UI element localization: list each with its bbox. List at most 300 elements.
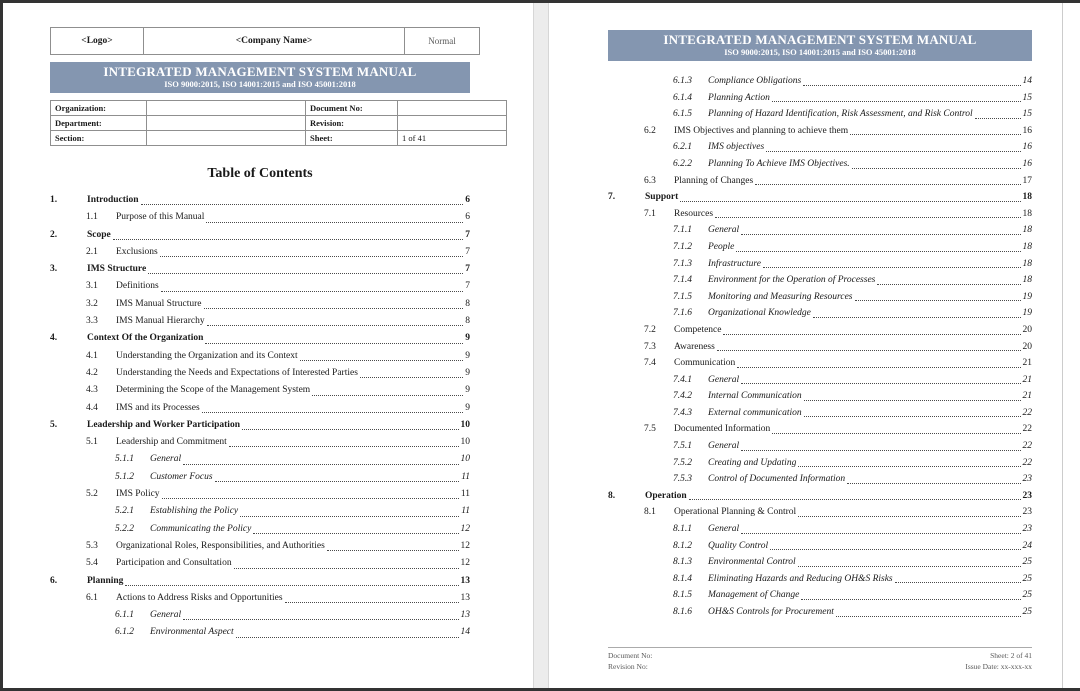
toc-entry (50, 469, 470, 486)
toc-dot-leader (798, 566, 1021, 567)
toc-entry (608, 305, 1032, 322)
toc-entry-title: IMS Structure (87, 264, 147, 275)
toc-entry (608, 272, 1032, 289)
toc-dot-leader (240, 516, 459, 517)
toc-entry-page-number: 23 (1022, 507, 1032, 518)
manual-title: INTEGRATED MANAGEMENT SYSTEM MANUAL (103, 64, 417, 79)
toc-dot-leader (895, 582, 1021, 583)
toc-dot-leader (162, 498, 459, 499)
organization-label: Organization: (51, 101, 147, 116)
toc-entry (608, 355, 1032, 372)
department-value (147, 116, 306, 131)
toc-entry-number: 7. (608, 192, 616, 203)
toc-entry-title: General (708, 524, 740, 535)
toc-dot-leader (113, 239, 464, 240)
toc-entry-title: General (708, 225, 740, 236)
toc-entry-page-number: 14 (1022, 76, 1032, 86)
toc-entry-title: Planning of Changes (674, 175, 754, 186)
toc-entry-page-number: 16 (1022, 142, 1032, 153)
toc-entry (608, 156, 1032, 173)
toc-dot-leader (202, 412, 464, 413)
toc-entry-page-number: 13 (460, 575, 470, 586)
toc-entry-number: 5.1 (86, 437, 98, 448)
toc-dot-leader (206, 222, 463, 223)
manual-subtitle: ISO 9000:2015, ISO 14001:2015 and ISO 45001:2018 (164, 79, 356, 89)
toc-entry (608, 322, 1032, 339)
toc-entry-page-number: 23 (1022, 474, 1032, 485)
toc-entry-number: 8.1.1 (673, 524, 692, 535)
toc-entry (608, 222, 1032, 239)
toc-dot-leader (204, 308, 464, 309)
toc-entry-page-number: 12 (460, 523, 470, 534)
section-value (147, 131, 306, 146)
toc-entry-title: People (708, 241, 735, 252)
toc-entry-title: IMS objectives (708, 142, 765, 153)
toc-entry-number: 5.1.2 (115, 471, 134, 482)
toc-dot-leader (717, 350, 1021, 351)
document-no-value (398, 101, 507, 116)
toc-entry-title: Purpose of this Manual (116, 212, 205, 223)
toc-entry-page-number: 7 (465, 246, 470, 257)
toc-entry-page-number: 13 (460, 610, 470, 621)
toc-entry-title: Environmental Aspect (150, 627, 234, 638)
toc-entry (608, 139, 1032, 156)
toc-entry-page-number: 22 (1022, 441, 1032, 452)
toc-entry-number: 5. (50, 419, 58, 430)
toc-entry-number: 8.1.6 (673, 607, 692, 617)
toc-entry-title: Understanding the Organization and its Context (116, 350, 298, 361)
toc-dot-leader (242, 429, 459, 430)
toc-dot-leader (813, 317, 1021, 318)
manual-title-banner (50, 62, 470, 93)
toc-entry-title: Definitions (116, 281, 159, 292)
toc-entry-title: Organizational Knowledge (708, 308, 811, 319)
toc-entry-title: Monitoring and Measuring Resources (708, 291, 853, 302)
toc-dot-leader (852, 168, 1021, 169)
page-2-footer (608, 647, 1032, 672)
toc-entry-number: 7.1 (644, 208, 656, 219)
toc-entry-page-number: 18 (1022, 241, 1032, 252)
toc-entry (50, 278, 470, 295)
toc-entry-number: 7.1.6 (673, 308, 692, 319)
toc-entry (50, 244, 470, 261)
toc-entry (608, 587, 1032, 604)
toc-dot-leader (205, 343, 463, 344)
toc-entry (608, 256, 1032, 273)
toc-dot-leader (772, 433, 1020, 434)
toc-entry-number: 6.2 (644, 125, 656, 136)
toc-dot-leader (160, 256, 464, 257)
toc-entry-title: General (150, 610, 182, 621)
toc-dot-leader (737, 367, 1020, 368)
toc-entry-number: 7.1.3 (673, 258, 692, 269)
toc-entry-page-number: 16 (1022, 158, 1032, 169)
toc-entry (50, 434, 470, 451)
footer-document-no: Document No: (608, 651, 653, 660)
toc-entry-number: 1.1 (86, 212, 98, 223)
toc-dot-leader (804, 416, 1021, 417)
toc-dot-leader (855, 300, 1021, 301)
toc-entry (608, 455, 1032, 472)
toc-entry-number: 6.2.2 (673, 158, 692, 169)
toc-entry (50, 400, 470, 417)
toc-entry (50, 296, 470, 313)
revision-value (398, 116, 507, 131)
toc-entry (608, 90, 1032, 107)
toc-entry-page-number: 20 (1022, 341, 1032, 352)
toc-entry-number: 7.5.2 (673, 457, 692, 468)
toc-entry-number: 7.4 (644, 358, 656, 369)
toc-entry-page-number: 25 (1022, 590, 1032, 601)
toc-entry-title: Planning (87, 575, 124, 586)
toc-entry (608, 421, 1032, 438)
toc-entry-title: Planning of Hazard Identification, Risk Assessment, and Risk Control (708, 109, 973, 120)
document-no-label: Document No: (306, 101, 398, 116)
toc-entry-title: Planning Action (708, 92, 770, 103)
toc-entry-page-number: 11 (460, 489, 470, 500)
toc-entry-page-number: 23 (1022, 490, 1032, 501)
toc-dot-leader (770, 549, 1020, 550)
toc-entry-number: 7.1.4 (673, 275, 692, 286)
toc-entry-title: Quality Control (708, 540, 769, 551)
page-right-edge (1062, 3, 1063, 688)
toc-entry (50, 555, 470, 572)
footer-sheet: Sheet: 2 of 41 (990, 651, 1032, 660)
toc-entry-number: 6.1.1 (115, 610, 134, 621)
toc-entry (608, 604, 1032, 621)
toc-list-page1 (50, 192, 470, 642)
toc-entry-page-number: 9 (465, 333, 470, 344)
toc-entry-number: 6.1.4 (673, 92, 692, 103)
toc-entry-page-number: 10 (460, 419, 470, 430)
toc-entry (50, 451, 470, 468)
info-row (51, 116, 507, 131)
toc-entry-number: 5.3 (86, 540, 98, 551)
toc-entry-number: 4.4 (86, 402, 98, 413)
toc-dot-leader (763, 267, 1021, 268)
toc-entry-title: Customer Focus (150, 471, 213, 482)
toc-entry-number: 4.1 (86, 350, 98, 361)
page-gap-divider (533, 3, 549, 688)
toc-entry-number: 7.4.3 (673, 407, 692, 418)
toc-entry-page-number: 24 (1022, 540, 1032, 551)
toc-dot-leader (207, 325, 464, 326)
toc-entry (608, 504, 1032, 521)
toc-entry-page-number: 11 (461, 506, 470, 517)
toc-dot-leader (836, 616, 1021, 617)
toc-entry-number: 7.4.2 (673, 391, 692, 402)
toc-entry (50, 573, 470, 590)
toc-entry-number: 3.1 (86, 281, 98, 292)
toc-entry-title: IMS and its Processes (116, 402, 200, 413)
toc-dot-leader (772, 101, 1021, 102)
manual-title: INTEGRATED MANAGEMENT SYSTEM MANUAL (663, 32, 977, 47)
toc-entry-title: Awareness (674, 341, 715, 352)
department-label: Department: (51, 116, 147, 131)
toc-entry-page-number: 21 (1022, 358, 1032, 369)
toc-entry (50, 590, 470, 607)
toc-entry-page-number: 18 (1022, 258, 1032, 269)
company-header-table (50, 27, 480, 55)
toc-entry-number: 4.3 (86, 385, 98, 396)
toc-dot-leader (755, 184, 1020, 185)
toc-entry-title: Internal Communication (708, 391, 802, 402)
toc-entry-title: Communicating the Policy (150, 523, 252, 534)
toc-entry-number: 1. (50, 195, 58, 205)
toc-dot-leader (715, 217, 1020, 218)
toc-entry-title: IMS Manual Structure (116, 298, 202, 309)
toc-entry-number: 5.2.2 (115, 523, 134, 534)
toc-entry (608, 289, 1032, 306)
toc-entry-page-number: 12 (460, 540, 470, 551)
toc-dot-leader (360, 377, 463, 378)
toc-entry-page-number: 7 (465, 264, 470, 275)
toc-entry-number: 7.3 (644, 341, 656, 352)
toc-dot-leader (798, 466, 1020, 467)
toc-entry-page-number: 25 (1022, 557, 1032, 568)
toc-entry (50, 192, 470, 209)
toc-dot-leader (741, 533, 1020, 534)
toc-entry-page-number: 10 (460, 437, 470, 448)
toc-entry-title: Scope (87, 229, 111, 240)
toc-entry-number: 6.1.2 (115, 627, 134, 638)
toc-entry-number: 7.1.1 (673, 225, 692, 236)
toc-entry-page-number: 8 (465, 316, 470, 327)
toc-entry (608, 388, 1032, 405)
toc-entry (50, 624, 470, 641)
toc-entry (608, 206, 1032, 223)
toc-entry-page-number: 25 (1022, 607, 1032, 617)
toc-entry-page-number: 18 (1022, 275, 1032, 286)
toc-entry-page-number: 25 (1022, 573, 1032, 584)
toc-entry-title: Determining the Scope of the Management System (116, 385, 311, 396)
toc-entry-title: Planning To Achieve IMS Objectives. (708, 158, 850, 169)
toc-entry-page-number: 15 (1022, 109, 1032, 120)
toc-entry-title: Communication (674, 358, 736, 369)
toc-dot-leader (234, 568, 459, 569)
toc-entry-title: IMS Objectives and planning to achieve them (674, 125, 849, 136)
footer-issue-date: Issue Date: xx-xxx-xx (965, 662, 1032, 671)
toc-entry-page-number: 9 (465, 350, 470, 361)
toc-dot-leader (161, 291, 464, 292)
toc-dot-leader (723, 334, 1020, 335)
toc-title: Table of Contents (207, 166, 313, 181)
toc-entry-title: OH&S Controls for Procurement (708, 607, 834, 617)
doc-type-cell: Normal (405, 28, 480, 55)
toc-entry-page-number: 8 (465, 298, 470, 309)
toc-entry (608, 372, 1032, 389)
toc-entry (50, 521, 470, 538)
page-1 (50, 27, 470, 642)
toc-entry-title: Context Of the Organization (87, 333, 204, 344)
toc-entry-number: 6.1.5 (673, 109, 692, 120)
toc-dot-leader (801, 599, 1020, 600)
toc-entry (608, 123, 1032, 140)
toc-dot-leader (877, 284, 1020, 285)
toc-dot-leader (183, 619, 458, 620)
toc-dot-leader (236, 637, 459, 638)
company-name-placeholder: <Company Name> (144, 28, 405, 55)
toc-entry-title: Understanding the Needs and Expectations of Interested Parties (116, 367, 358, 378)
toc-entry (50, 382, 470, 399)
toc-entry-page-number: 15 (1022, 92, 1032, 103)
toc-entry-title: Operational Planning & Control (674, 507, 797, 518)
toc-entry-number: 3.2 (86, 298, 98, 309)
toc-entry-page-number: 16 (1022, 125, 1032, 136)
toc-entry (608, 438, 1032, 455)
toc-dot-leader (312, 395, 463, 396)
toc-entry (50, 538, 470, 555)
toc-entry (608, 106, 1032, 123)
toc-dot-leader (803, 85, 1020, 86)
toc-entry-page-number: 9 (465, 385, 470, 396)
toc-entry-number: 6. (50, 575, 58, 586)
manual-title-banner (608, 30, 1032, 61)
toc-entry (50, 227, 470, 244)
toc-entry-title: Leadership and Commitment (116, 437, 227, 448)
footer-revision-no: Revision No: (608, 662, 648, 671)
revision-label: Revision: (306, 116, 398, 131)
toc-entry-number: 6.1.3 (673, 76, 692, 86)
toc-entry-title: Documented Information (674, 424, 771, 435)
toc-entry-page-number: 9 (465, 402, 470, 413)
toc-entry-number: 5.2.1 (115, 506, 134, 517)
toc-entry (608, 488, 1032, 505)
toc-dot-leader (125, 585, 458, 586)
toc-entry (50, 417, 470, 434)
toc-entry-title: Resources (674, 208, 714, 219)
toc-entry-page-number: 19 (1022, 308, 1032, 319)
logo-placeholder: <Logo> (51, 28, 144, 55)
toc-entry-title: Support (645, 192, 679, 203)
toc-entry-number: 8.1.5 (673, 590, 692, 601)
toc-entry-number: 6.3 (644, 175, 656, 186)
toc-entry-title: Creating and Updating (708, 457, 797, 468)
toc-entry-title: Operation (645, 490, 687, 501)
toc-entry-page-number: 6 (465, 195, 470, 205)
toc-entry (50, 503, 470, 520)
toc-entry-number: 2. (50, 229, 58, 240)
toc-dot-leader (736, 251, 1020, 252)
toc-dot-leader (741, 234, 1020, 235)
toc-entry-page-number: 7 (465, 281, 470, 292)
toc-dot-leader (766, 151, 1020, 152)
toc-dot-leader (141, 204, 464, 205)
toc-entry-number: 7.2 (644, 324, 656, 335)
toc-entry-title: Compliance Obligations (708, 76, 802, 86)
toc-entry-title: Infrastructure (708, 258, 761, 269)
toc-dot-leader (850, 134, 1020, 135)
toc-entry-page-number: 13 (460, 592, 470, 603)
toc-entry (50, 486, 470, 503)
toc-entry-title: Organizational Roles, Responsibilities, and Authorities (116, 540, 325, 551)
toc-entry-title: IMS Manual Hierarchy (116, 316, 205, 327)
toc-entry (608, 73, 1032, 90)
toc-entry-title: Exclusions (116, 246, 158, 257)
toc-entry (608, 471, 1032, 488)
toc-entry-number: 7.1.2 (673, 241, 692, 252)
toc-entry-title: Introduction (87, 195, 139, 205)
toc-entry-title: Actions to Address Risks and Opportunities (116, 592, 283, 603)
toc-entry-title: General (708, 374, 740, 385)
toc-entry-number: 5.4 (86, 558, 98, 569)
toc-entry-page-number: 21 (1022, 374, 1032, 385)
toc-entry (608, 239, 1032, 256)
document-info-table (50, 100, 507, 146)
toc-entry-title: Leadership and Worker Participation (87, 419, 240, 430)
toc-entry-title: IMS Policy (116, 489, 160, 500)
toc-entry-title: General (150, 454, 182, 465)
manual-subtitle: ISO 9000:2015, ISO 14001:2015 and ISO 45001:2018 (724, 47, 916, 57)
toc-entry-number: 4. (50, 333, 58, 344)
info-row (51, 131, 507, 146)
toc-dot-leader (804, 400, 1021, 401)
toc-entry (50, 348, 470, 365)
toc-entry-number: 5.1.1 (115, 454, 134, 465)
toc-entry-page-number: 21 (1022, 391, 1032, 402)
toc-dot-leader (148, 273, 463, 274)
toc-entry-page-number: 10 (460, 454, 470, 465)
toc-entry-number: 8. (608, 490, 616, 501)
toc-list-page2 (608, 73, 1032, 621)
toc-entry-number: 7.1.5 (673, 291, 692, 302)
toc-dot-leader (847, 483, 1020, 484)
toc-dot-leader (798, 516, 1020, 517)
toc-entry-page-number: 20 (1022, 324, 1032, 335)
toc-dot-leader (183, 464, 458, 465)
toc-entry-page-number: 18 (1022, 225, 1032, 236)
info-row (51, 101, 507, 116)
toc-entry-number: 7.5.3 (673, 474, 692, 485)
sheet-value: 1 of 41 (398, 131, 507, 146)
toc-entry-page-number: 9 (465, 367, 470, 378)
toc-entry (50, 261, 470, 278)
toc-entry-page-number: 19 (1022, 291, 1032, 302)
toc-entry-number: 3. (50, 264, 58, 275)
toc-dot-leader (229, 446, 459, 447)
toc-entry-number: 3.3 (86, 316, 98, 327)
toc-entry-title: Environment for the Operation of Processes (708, 275, 876, 286)
toc-entry-page-number: 18 (1022, 208, 1032, 219)
toc-dot-leader (285, 602, 459, 603)
toc-entry-number: 8.1 (644, 507, 656, 518)
toc-dot-leader (215, 481, 460, 482)
toc-entry (50, 607, 470, 624)
toc-dot-leader (253, 533, 458, 534)
toc-entry (50, 330, 470, 347)
toc-entry-title: General (708, 441, 740, 452)
page-2 (608, 30, 1032, 621)
toc-entry-page-number: 22 (1022, 407, 1032, 418)
toc-entry (50, 365, 470, 382)
toc-entry-title: Establishing the Policy (150, 506, 239, 517)
toc-entry-page-number: 6 (465, 212, 470, 223)
toc-entry-number: 7.5.1 (673, 441, 692, 452)
toc-entry (50, 209, 470, 226)
toc-dot-leader (680, 201, 1020, 202)
toc-entry-number: 8.1.2 (673, 540, 692, 551)
toc-entry (608, 571, 1032, 588)
toc-entry-page-number: 18 (1022, 192, 1032, 203)
toc-entry-number: 7.5 (644, 424, 656, 435)
toc-dot-leader (975, 118, 1021, 119)
toc-entry (608, 554, 1032, 571)
toc-entry-title: External communication (708, 407, 802, 418)
sheet-label: Sheet: (306, 131, 398, 146)
toc-entry-title: Control of Documented Information (708, 474, 846, 485)
toc-entry-number: 8.1.3 (673, 557, 692, 568)
toc-dot-leader (300, 360, 464, 361)
